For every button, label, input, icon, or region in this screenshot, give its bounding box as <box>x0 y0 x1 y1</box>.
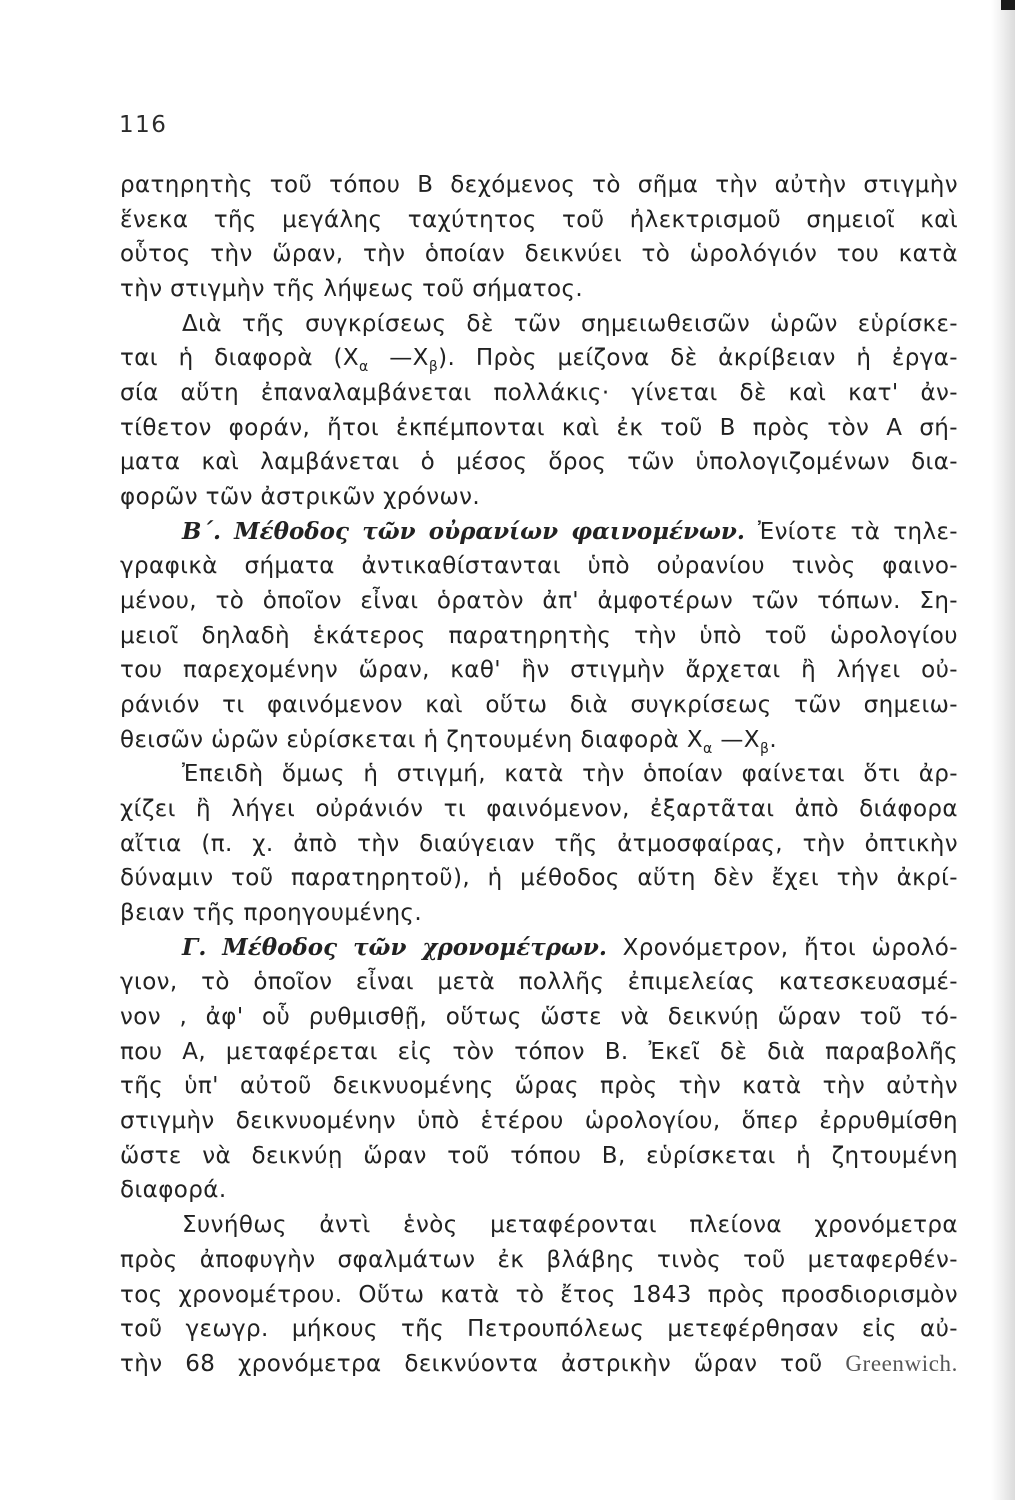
text-line: ρατηρητὴς τοῦ τόπου Β δεχόμενος τὸ σῆμα τὴν αὐτὴν στιγμὴν <box>120 172 958 198</box>
latin-word: Greenwich. <box>845 1350 958 1376</box>
text-line: πρὸς ἀποφυγὴν σφαλμάτων ἐκ βλάβης τινὸς τοῦ μεταφερθέν- <box>120 1246 958 1273</box>
text-line: ράνιόν τι φαινόμενον καὶ οὕτω διὰ συγκρίσεως τῶν σημειω- <box>120 692 958 719</box>
text-line: σία αὕτη ἐπαναλαμβάνεται πολλάκις· γίνεται δὲ καὶ κατ' ἀν- <box>120 380 958 407</box>
text-segment: ). Πρὸς μείζονα δὲ ἀκρίβειαν ἡ ἐργα- <box>438 345 958 372</box>
text-segment: Χρονόμετρον, ἤτοι ὡρολό- <box>622 934 958 961</box>
text-line: ὥστε νὰ δεικνύῃ ὥραν τοῦ τόπου Β, εὑρίσκεται ἡ ζητουμένη <box>120 1142 958 1169</box>
text-line: φορῶν τῶν ἀστρικῶν χρόνων. <box>120 484 481 511</box>
text-line <box>120 1347 958 1382</box>
text-segment: —Χ <box>720 726 760 753</box>
subscript: α <box>703 740 713 757</box>
scan-corner-mark <box>1001 0 1015 10</box>
section-heading: Β΄. Μέθοδος τῶν οὐρανίων φαινομένων. <box>182 517 745 545</box>
text-line: τίθετον φοράν, ἤτοι ἐκπέμπονται καὶ ἐκ τοῦ Β πρὸς τὸν Α σή- <box>120 414 958 441</box>
text-line: μένου, τὸ ὁποῖον εἶναι ὁρατὸν ἀπ' ἀμφοτέρων τῶν τόπων. Ση- <box>120 588 958 615</box>
body-text <box>120 168 958 1382</box>
page-number: 116 <box>119 112 168 138</box>
text-line: διαφορά. <box>120 1177 227 1204</box>
paragraph-first-line: Ἐπειδὴ ὅμως ἡ στιγμή, κατὰ τὴν ὁποίαν φαίνεται ὅτι ἀρ- <box>182 761 958 788</box>
text-segment: τὴν 68 χρονόμετρα δεικνύοντα ἀστρικὴν ὥραν τοῦ <box>120 1350 823 1377</box>
text-segment: Ἐνίοτε τὰ τηλε- <box>757 518 959 545</box>
text-line: τῆς ὑπ' αὐτοῦ δεικνυομένης ὥρας πρὸς τὴν κατὰ τὴν αὐτὴν <box>120 1073 958 1100</box>
text-line: γραφικὰ σήματα ἀντικαθίστανται ὑπὸ οὐρανίου τινὸς φαινο- <box>120 553 958 580</box>
paragraph-first-line: Διὰ τῆς συγκρίσεως δὲ τῶν σημειωθεισῶν ὡρῶν εὑρίσκε- <box>182 310 958 337</box>
text-line: ματα καὶ λαμβάνεται ὁ μέσος ὅρος τῶν ὑπολογιζομένων δια- <box>120 449 958 476</box>
text-segment: —Χ <box>389 345 429 372</box>
subscript: β <box>759 740 770 757</box>
subscript: α <box>359 359 369 376</box>
paragraph-first-line: Συνήθως ἀντὶ ἑνὸς μεταφέρονται πλείονα χρονόμετρα <box>182 1212 958 1239</box>
subscript: β <box>428 359 439 376</box>
section-heading: Γ. Μέθοδος τῶν χρονομέτρων. <box>182 933 607 961</box>
text-line: του παρεχομένην ὥραν, καθ' ἣν στιγμὴν ἄρχεται ἢ λήγει οὐ- <box>120 657 958 684</box>
paragraph-first-line <box>120 931 958 966</box>
text-line: στιγμὴν δεικνυομένην ὑπὸ ἑτέρου ὡρολογίου, ὅπερ ἐρρυθμίσθη <box>120 1108 958 1135</box>
page-edge-shadow <box>991 0 1015 1500</box>
text-line: αἴτια (π. χ. ἀπὸ τὴν διαύγειαν τῆς ἀτμοσφαίρας, τὴν ὀπτικὴν <box>120 830 958 857</box>
text-line: νον , ἀφ' οὗ ρυθμισθῇ, οὕτως ὥστε νὰ δεικνύῃ ὥραν τοῦ τό- <box>120 1004 958 1031</box>
text-line: οὗτος τὴν ὥραν, τὴν ὁποίαν δεικνύει τὸ ὡρολόγιόν του κατὰ <box>120 241 958 268</box>
text-segment: ται ἡ διαφορὰ (Χ <box>120 345 360 372</box>
text-line: βειαν τῆς προηγουμένης. <box>120 900 423 927</box>
text-line: τος χρονομέτρου. Οὕτω κατὰ τὸ ἔτος 1843 πρὸς προσδιορισμὸν <box>120 1281 958 1308</box>
text-line: χίζει ἢ λήγει οὐράνιόν τι φαινόμενον, ἐξαρτᾶται ἀπὸ διάφορα <box>120 796 958 823</box>
text-line <box>120 341 958 376</box>
text-segment: . <box>769 726 778 753</box>
text-line: δύναμιν τοῦ παρατηρητοῦ), ἡ μέθοδος αὕτη δὲν ἔχει τὴν ἀκρί- <box>120 865 958 892</box>
text-line: μειοῖ δηλαδὴ ἑκάτερος παρατηρητὴς τὴν ὑπὸ τοῦ ὡρολογίου <box>120 622 958 649</box>
text-line: γιον, τὸ ὁποῖον εἶναι μετὰ πολλῆς ἐπιμελείας κατεσκευασμέ- <box>120 969 958 996</box>
text-line <box>120 723 958 758</box>
paragraph-first-line <box>120 515 958 550</box>
text-segment: θεισῶν ὡρῶν εὑρίσκεται ἡ ζητουμένη διαφορὰ Χ <box>120 726 704 753</box>
text-line: που Α, μεταφέρεται εἰς τὸν τόπον Β. Ἐκεῖ δὲ διὰ παραβολῆς <box>120 1038 958 1065</box>
text-line: ἕνεκα τῆς μεγάλης ταχύτητος τοῦ ἠλεκτρισμοῦ σημειοῖ καὶ <box>120 206 958 233</box>
text-line: τοῦ γεωγρ. μήκους τῆς Πετρουπόλεως μετεφέρθησαν εἰς αὐ- <box>120 1316 958 1343</box>
text-line: τὴν στιγμὴν τῆς λήψεως τοῦ σήματος. <box>120 276 584 303</box>
